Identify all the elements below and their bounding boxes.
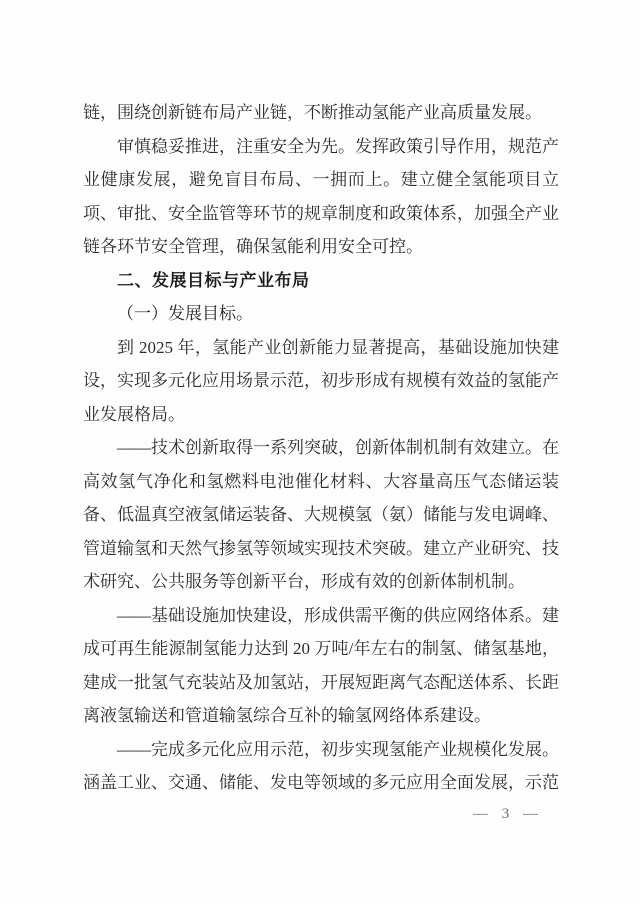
text-line: 设，实现多元化应用场景示范，初步形成有规模有效益的氢能产 bbox=[83, 371, 559, 390]
section-heading: 二、发展目标与产业布局 bbox=[117, 270, 310, 290]
text-line: 涵盖工业、交通、储能、发电等领域的多元应用全面发展，示范 bbox=[83, 773, 559, 792]
text-line: 建成一批氢气充装站及加氢站，开展短距离气态配送体系、长距 bbox=[83, 672, 559, 692]
page-number: — 3 — bbox=[473, 806, 543, 822]
text-line: ——完成多元化应用示范，初步实现氢能产业规模化发展。 bbox=[117, 739, 559, 759]
text-line: 项、审批、安全监管等环节的规章制度和政策体系，加强全产业 bbox=[83, 203, 559, 223]
text-line: 离液氢输送和管道输氢综合互补的输氢网络体系建设。 bbox=[83, 706, 491, 725]
subsection-heading: （一）发展目标。 bbox=[117, 304, 253, 323]
text-line: 备、低温真空液氢储运装备、大规模氢（氨）储能与发电调峰、 bbox=[83, 505, 559, 524]
document-body bbox=[83, 96, 559, 800]
text-line: 成可再生能源制氢能力达到 20 万吨/年左右的制氢、储氢基地， bbox=[83, 639, 559, 658]
text-line: ——基础设施加快建设，形成供需平衡的供应网络体系。建 bbox=[117, 605, 559, 625]
text-line: 链各环节安全管理，确保氢能利用安全可控。 bbox=[83, 237, 423, 256]
text-line: 业发展格局。 bbox=[83, 404, 185, 424]
text-line: 高效氢气净化和氢燃料电池催化材料、大容量高压气态储运装 bbox=[83, 471, 559, 491]
text-line: 链，围绕创新链布局产业链，不断推动氢能产业高质量发展。 bbox=[83, 103, 542, 122]
text-line: 到 2025 年，氢能产业创新能力显著提高，基础设施加快建 bbox=[117, 337, 559, 357]
text-line: 术研究、公共服务等创新平台，形成有效的创新体制机制。 bbox=[83, 572, 525, 591]
text-line: 业健康发展，避免盲目布局、一拥而上。建立健全氢能项目立 bbox=[83, 170, 559, 189]
text-line: 管道输氢和天然气掺氢等领域实现技术突破。建立产业研究、技 bbox=[83, 538, 559, 558]
text-line: 审慎稳妥推进，注重安全为先。发挥政策引导作用，规范产 bbox=[117, 136, 559, 156]
text-line: ——技术创新取得一系列突破，创新体制机制有效建立。在 bbox=[117, 438, 559, 457]
